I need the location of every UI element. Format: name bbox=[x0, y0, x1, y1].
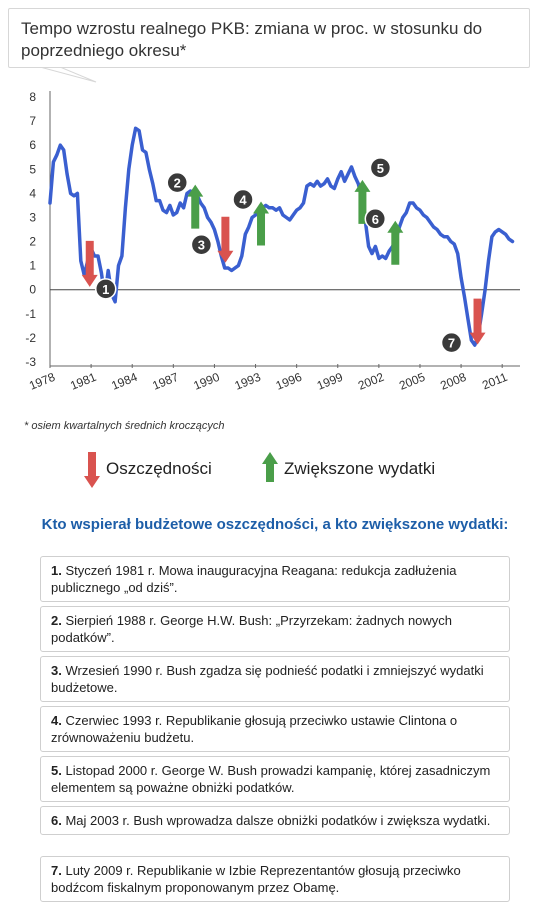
gdp-line-chart bbox=[0, 68, 550, 398]
x-tick-label: 1984 bbox=[109, 369, 140, 393]
red-down-arrow-icon bbox=[84, 452, 100, 488]
y-tick-label: -1 bbox=[25, 306, 36, 321]
title-box bbox=[8, 8, 530, 68]
y-tick-label: 1 bbox=[29, 258, 36, 273]
y-tick-label: 2 bbox=[29, 234, 36, 249]
event-text: Styczeń 1981 r. Mowa inauguracyjna Reagana: redukcja zadłużenia publicznego „od dziś”. bbox=[51, 563, 457, 595]
annotation-number: 1 bbox=[102, 281, 110, 297]
event-text: Sierpień 1988 r. George H.W. Bush: „Przyrzekam: żadnych nowych podatków”. bbox=[51, 613, 453, 645]
annotation-number: 3 bbox=[197, 237, 206, 253]
y-tick-label: 8 bbox=[29, 90, 36, 104]
x-tick-label: 1981 bbox=[68, 369, 99, 393]
y-tick-label: 0 bbox=[29, 282, 36, 297]
event-text: Czerwiec 1993 r. Republikanie głosują przeciwko ustawie Clintona o zrównoważeniu budżetu. bbox=[51, 713, 458, 745]
y-tick-label: 7 bbox=[29, 114, 36, 129]
event-number: 4. bbox=[51, 713, 62, 728]
annotation-number: 2 bbox=[173, 175, 181, 191]
x-tick-label: 2002 bbox=[355, 369, 386, 393]
y-tick-label: 4 bbox=[29, 186, 36, 201]
event-number: 2. bbox=[51, 613, 62, 628]
annotation-7 bbox=[442, 299, 486, 353]
event-item-2 bbox=[40, 606, 510, 652]
event-text: Wrzesień 1990 r. Bush zgadza się podnieść podatki i zmniejszyć wydatki budżetowe. bbox=[51, 663, 484, 695]
event-number: 6. bbox=[51, 813, 62, 828]
x-tick-label: 1999 bbox=[314, 369, 345, 393]
event-number: 3. bbox=[51, 663, 62, 678]
event-item-7 bbox=[40, 856, 510, 902]
event-item-6 bbox=[40, 806, 510, 835]
x-tick-label: 2008 bbox=[438, 369, 469, 393]
x-tick-label: 1996 bbox=[273, 369, 304, 393]
event-number: 1. bbox=[51, 563, 62, 578]
y-tick-label: -3 bbox=[25, 355, 36, 369]
event-text: Listopad 2000 r. George W. Bush prowadzi kampanię, której zasadniczym elementem są poważne obniżki podatków. bbox=[51, 763, 491, 795]
footnote: * osiem kwartalnych średnich kroczących bbox=[24, 420, 225, 432]
event-item-3 bbox=[40, 656, 510, 702]
annotation-number: 7 bbox=[447, 335, 456, 351]
event-number: 7. bbox=[51, 863, 62, 878]
event-text: Maj 2003 r. Bush wprowadza dalsze obniżki podatków i zwiększa wydatki. bbox=[65, 813, 491, 828]
x-tick-label: 1978 bbox=[27, 369, 58, 393]
x-tick-label: 1993 bbox=[232, 369, 263, 393]
chart-title: Tempo wzrostu realnego PKB: zmiana w proc. w stosunku do poprzedniego okresu* bbox=[21, 19, 483, 60]
legend-spend-label: Zwiększone wydatki bbox=[284, 459, 436, 478]
event-number: 5. bbox=[51, 763, 62, 778]
event-item-5 bbox=[40, 756, 510, 802]
green-up-arrow-icon bbox=[262, 452, 278, 488]
annotation-number: 6 bbox=[371, 211, 379, 227]
event-text: Luty 2009 r. Republikanie w Izbie Reprezentantów głosują przeciwko bodźcom fiskalnym proponowanym przez Obamę. bbox=[51, 863, 461, 895]
gdp-series-line bbox=[50, 128, 513, 345]
annotation-number: 5 bbox=[376, 160, 385, 176]
red-down-arrow-icon bbox=[82, 241, 98, 287]
x-tick-label: 2011 bbox=[480, 369, 510, 393]
y-tick-label: 6 bbox=[29, 138, 36, 153]
x-tick-label: 2005 bbox=[397, 369, 428, 393]
x-tick-label: 1987 bbox=[150, 369, 181, 393]
x-tick-label: 1990 bbox=[191, 369, 222, 393]
annotation-number: 4 bbox=[239, 192, 247, 208]
event-item-4 bbox=[40, 706, 510, 752]
legend-cuts-label: Oszczędności bbox=[106, 459, 212, 478]
y-tick-label: -2 bbox=[25, 330, 36, 345]
y-tick-label: 5 bbox=[29, 162, 36, 177]
y-tick-label: 3 bbox=[29, 210, 36, 225]
question-heading: Kto wspierał budżetowe oszczędności, a kto zwiększone wydatki: bbox=[41, 516, 509, 533]
title-bubble-tail bbox=[40, 68, 96, 82]
event-item-1 bbox=[40, 556, 510, 602]
